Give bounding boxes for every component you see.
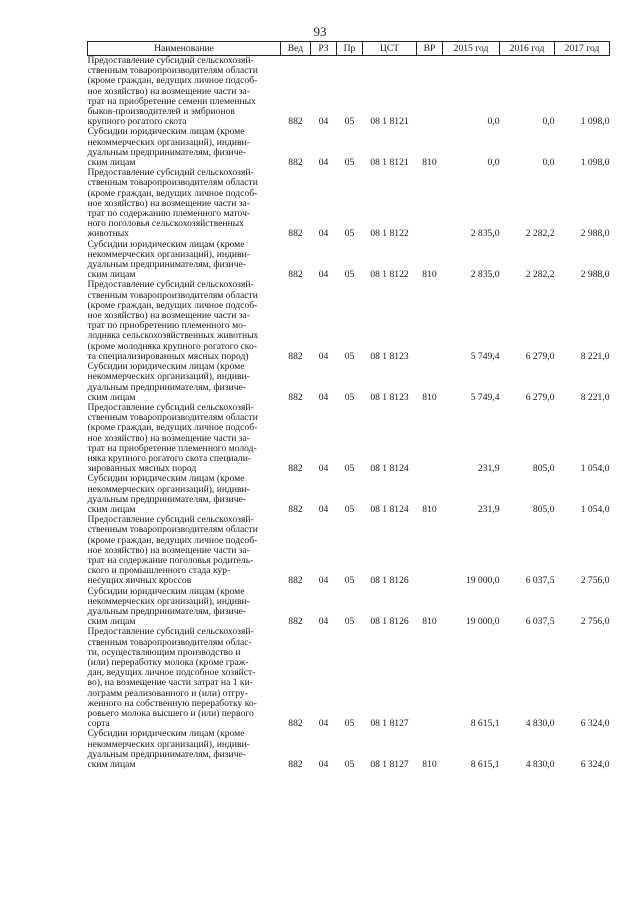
name-line: дан, ведущих личное подсобное хозяйст-: [87, 667, 256, 679]
table-row: [88, 362, 610, 403]
page-number: 93: [313, 24, 327, 39]
name-line: ное хозяйство) на возмещение части за-: [87, 310, 250, 322]
name-line: дуальным предпринимателям, физиче-: [87, 381, 246, 393]
name-line: некоммерческих организаций), индиви-: [87, 738, 250, 750]
name-line: (кроме граждан, ведущих личное подсоб-: [87, 534, 258, 546]
cell-rz: 04: [318, 616, 329, 628]
cell-name: [88, 280, 281, 362]
name-line: во), на возмещение части затрат на 1 ки-: [87, 677, 253, 689]
cell-cst: 08 1 8124: [370, 463, 409, 475]
cell-2015: 5 749,4: [470, 391, 500, 403]
cell-2017: 1 098,0: [580, 116, 610, 128]
cell-ved: 882: [288, 157, 303, 169]
name-line: (кроме граждан, ведущих личное подсоб-: [87, 187, 258, 199]
name-line: некоммерческих организаций), индиви-: [87, 136, 250, 148]
table-row: [88, 729, 610, 770]
header-2015: 2015 год: [443, 42, 500, 56]
cell-2016: 6 279,0: [525, 350, 555, 362]
name-line: Субсидии юридическим лицам (кроме: [87, 126, 245, 138]
cell-vr: 810: [422, 269, 437, 281]
budget-table: [87, 41, 610, 770]
header-rz: РЗ: [311, 42, 337, 56]
name-line: лодняка сельскохозяйственных животных: [87, 330, 259, 342]
cell-name: [88, 56, 281, 128]
cell-vr: 810: [422, 391, 437, 403]
cell-2015: 231,9: [477, 463, 500, 475]
name-line: ного поголовья сельскохозяйственных: [87, 218, 244, 230]
cell-name: [88, 474, 281, 515]
cell-vr: 810: [422, 616, 437, 628]
name-line: Субсидии юридическим лицам (кроме: [87, 473, 245, 485]
cell-2017: 1 098,0: [580, 157, 610, 169]
cell-2016: 805,0: [532, 463, 555, 475]
cell-2016: 2 282,2: [525, 269, 555, 281]
cell-2016: 0,0: [542, 116, 555, 128]
name-line: Предоставление субсидий сельскохозяй-: [87, 55, 254, 66]
name-line: (кроме граждан, ведущих личное подсоб-: [87, 299, 258, 311]
name-line: ное хозяйство) на возмещение части за-: [87, 544, 250, 556]
cell-vr: 810: [422, 157, 437, 169]
header-vr: ВР: [417, 42, 443, 56]
cell-2015: 2 835,0: [470, 269, 500, 281]
name-line: Предоставление субсидий сельскохозяй-: [87, 279, 254, 291]
cell-pr: 05: [344, 269, 355, 281]
header-2017: 2017 год: [555, 42, 610, 56]
cell-2016: 4 830,0: [525, 759, 555, 771]
cell-rz: 04: [318, 575, 329, 587]
cell-rz: 04: [318, 269, 329, 281]
table-row: [88, 515, 610, 586]
cell-pr: 05: [344, 759, 355, 771]
name-line: Субсидии юридическим лицам (кроме: [87, 361, 245, 373]
name-line: некоммерческих организаций), индиви-: [87, 595, 250, 607]
cell-2017: 1 054,0: [580, 503, 610, 515]
name-line: ским лицам: [87, 616, 136, 628]
name-line: некоммерческих организаций), индиви-: [87, 248, 250, 260]
cell-cst: 08 1 8126: [370, 575, 409, 587]
table-row: [88, 587, 610, 628]
name-line: дуальным предпринимателям, физиче-: [87, 605, 246, 617]
cell-2016: 4 830,0: [525, 718, 555, 730]
table-row: [88, 403, 610, 474]
name-line: Предоставление субсидий сельскохозяй-: [87, 626, 254, 638]
name-line: Субсидии юридическим лицам (кроме: [87, 728, 245, 740]
cell-name: [88, 127, 281, 168]
cell-2017: 2 988,0: [580, 228, 610, 240]
cell-pr: 05: [344, 350, 355, 362]
cell-cst: 08 1 8121: [370, 116, 409, 128]
name-line: крупного рогатого скота: [87, 116, 187, 128]
cell-rz: 04: [318, 391, 329, 403]
cell-ved: 882: [288, 503, 303, 515]
cell-vr: [417, 403, 443, 474]
name-line: несущих яичных кроссов: [87, 575, 192, 587]
cell-2015: 8 615,1: [470, 718, 500, 730]
cell-pr: 05: [344, 463, 355, 475]
table-row: [88, 56, 610, 128]
name-line: Предоставление субсидий сельскохозяй-: [87, 167, 254, 179]
name-line: ским лицам: [87, 391, 136, 403]
cell-2015: 19 000,0: [465, 575, 500, 587]
cell-2017: 8 221,0: [580, 391, 610, 403]
cell-pr: 05: [344, 228, 355, 240]
name-line: (кроме молодняка крупного рогатого ско-: [87, 340, 257, 352]
cell-pr: 05: [344, 157, 355, 169]
name-line: няка крупного рогатого скота специали-: [87, 452, 252, 464]
cell-cst: 08 1 8124: [370, 503, 409, 515]
header-2016: 2016 год: [500, 42, 555, 56]
cell-2016: 805,0: [532, 503, 555, 515]
name-line: ским лицам: [87, 503, 136, 515]
cell-ved: 882: [288, 228, 303, 240]
table-row: [88, 127, 610, 168]
cell-name: [88, 627, 281, 729]
name-line: сорта: [87, 718, 110, 730]
cell-name: [88, 168, 281, 239]
cell-2017: 8 221,0: [580, 350, 610, 362]
cell-2015: 19 000,0: [465, 616, 500, 628]
cell-name: [88, 240, 281, 281]
cell-pr: 05: [344, 116, 355, 128]
cell-ved: 882: [288, 616, 303, 628]
name-line: ти, осуществляющим производство и: [87, 646, 241, 658]
cell-ved: 882: [288, 350, 303, 362]
cell-name: [88, 362, 281, 403]
name-line: ским лицам: [87, 269, 136, 281]
cell-pr: 05: [344, 718, 355, 730]
cell-2017: 6 324,0: [580, 718, 610, 730]
name-line: ским лицам: [87, 759, 136, 771]
name-line: ственным товаропроизводителям области: [87, 289, 258, 301]
name-line: животных: [87, 228, 129, 240]
name-line: быков-производителей и эмбрионов: [87, 106, 235, 118]
name-line: ственным товаропроизводителям области: [87, 65, 258, 77]
name-line: ное хозяйство) на возмещение части за-: [87, 197, 250, 209]
cell-2016: 6 037,5: [525, 616, 555, 628]
cell-name: [88, 403, 281, 474]
cell-pr: 05: [344, 391, 355, 403]
name-line: ским лицам: [87, 157, 136, 169]
cell-vr: [417, 56, 443, 128]
cell-rz: 04: [318, 350, 329, 362]
header-pr: Пр: [337, 42, 363, 56]
cell-ved: 882: [288, 575, 303, 587]
name-line: (кроме граждан, ведущих личное подсоб-: [87, 422, 258, 434]
name-line: Субсидии юридическим лицам (кроме: [87, 238, 245, 250]
cell-name: [88, 587, 281, 628]
cell-2017: 2 988,0: [580, 269, 610, 281]
cell-2015: 0,0: [487, 116, 500, 128]
cell-rz: 04: [318, 116, 329, 128]
header-ved: Вед: [281, 42, 311, 56]
name-line: ского и промышленного стада кур-: [87, 565, 231, 577]
cell-2015: 2 835,0: [470, 228, 500, 240]
cell-2017: 1 054,0: [580, 463, 610, 475]
cell-cst: 08 1 8126: [370, 616, 409, 628]
name-line: ственным товаропроизводителям области: [87, 524, 258, 536]
table-header-row: [88, 42, 610, 56]
name-line: та специализированных мясных пород): [87, 350, 249, 362]
name-line: Субсидии юридическим лицам (кроме: [87, 585, 245, 597]
cell-vr: [417, 280, 443, 362]
cell-rz: 04: [318, 718, 329, 730]
cell-cst: 08 1 8123: [370, 391, 409, 403]
cell-2015: 231,9: [477, 503, 500, 515]
name-line: зированных мясных пород: [87, 463, 197, 475]
name-line: трат по содержанию племенного маточ-: [87, 208, 251, 220]
cell-ved: 882: [288, 463, 303, 475]
cell-pr: 05: [344, 575, 355, 587]
cell-pr: 05: [344, 503, 355, 515]
cell-rz: 04: [318, 157, 329, 169]
cell-cst: 08 1 8122: [370, 228, 409, 240]
cell-vr: [417, 515, 443, 586]
name-line: трат на приобретение семени племенных: [87, 95, 256, 107]
cell-vr: 810: [422, 759, 437, 771]
name-line: некоммерческих организаций), индиви-: [87, 483, 250, 495]
cell-name: [88, 515, 281, 586]
cell-ved: 882: [288, 116, 303, 128]
name-line: дуальным предпринимателям, физиче-: [87, 146, 246, 158]
cell-2017: 2 756,0: [580, 616, 610, 628]
table-row: [88, 474, 610, 515]
cell-2016: 6 037,5: [525, 575, 555, 587]
cell-ved: 882: [288, 718, 303, 730]
header-name: Наименование: [88, 42, 281, 56]
cell-2017: 6 324,0: [580, 759, 610, 771]
table-row: [88, 168, 610, 239]
cell-2016: 0,0: [542, 157, 555, 169]
name-line: (или) переработку молока (кроме граж-: [87, 656, 249, 668]
cell-rz: 04: [318, 503, 329, 515]
cell-pr: 05: [344, 616, 355, 628]
cell-rz: 04: [318, 228, 329, 240]
cell-ved: 882: [288, 391, 303, 403]
cell-2015: 5 749,4: [470, 350, 500, 362]
cell-vr: [417, 627, 443, 729]
cell-vr: 810: [422, 503, 437, 515]
cell-ved: 882: [288, 759, 303, 771]
name-line: Предоставление субсидий сельскохозяй-: [87, 401, 254, 413]
name-line: Предоставление субсидий сельскохозяй-: [87, 514, 254, 526]
table-row: [88, 280, 610, 362]
cell-rz: 04: [318, 463, 329, 475]
cell-cst: 08 1 8123: [370, 350, 409, 362]
name-line: трат по приобретению племенного мо-: [87, 320, 247, 332]
name-line: ное хозяйство) на возмещение части за-: [87, 85, 250, 97]
cell-2015: 0,0: [487, 157, 500, 169]
cell-2017: 2 756,0: [580, 575, 610, 587]
name-line: некоммерческих организаций), индиви-: [87, 371, 250, 383]
name-line: лограмм реализованного и (или) отгру-: [87, 687, 249, 699]
table-row: [88, 240, 610, 281]
name-line: ное хозяйство) на возмещение части за-: [87, 432, 250, 444]
cell-cst: 08 1 8121: [370, 157, 409, 169]
cell-rz: 04: [318, 759, 329, 771]
cell-vr: [417, 168, 443, 239]
name-line: (кроме граждан, ведущих личное подсоб-: [87, 75, 258, 87]
name-line: ровьего молока высшего и (или) первого: [87, 708, 254, 719]
name-line: женного на собственную переработку ко-: [87, 697, 257, 709]
cell-2016: 2 282,2: [525, 228, 555, 240]
name-line: ственным товаропроизводителям области: [87, 412, 258, 424]
name-line: ственным товаропроизводителям облас-: [87, 636, 252, 648]
name-line: дуальным предпринимателям, физиче-: [87, 748, 246, 760]
name-line: трат на содержание поголовья родитель-: [87, 554, 254, 566]
header-cst: ЦСТ: [363, 42, 417, 56]
cell-cst: 08 1 8127: [370, 718, 409, 730]
name-line: дуальным предпринимателям, физиче-: [87, 259, 246, 271]
table-row: [88, 627, 610, 729]
cell-name: [88, 729, 281, 770]
cell-cst: 08 1 8127: [370, 759, 409, 771]
table-body: [88, 56, 610, 771]
cell-ved: 882: [288, 269, 303, 281]
cell-2015: 8 615,1: [470, 759, 500, 771]
name-line: дуальным предпринимателям, физиче-: [87, 493, 246, 505]
cell-2016: 6 279,0: [525, 391, 555, 403]
cell-cst: 08 1 8122: [370, 269, 409, 281]
name-line: трат на приобретение племенного молод-: [87, 442, 257, 454]
name-line: ственным товаропроизводителям области: [87, 177, 258, 189]
